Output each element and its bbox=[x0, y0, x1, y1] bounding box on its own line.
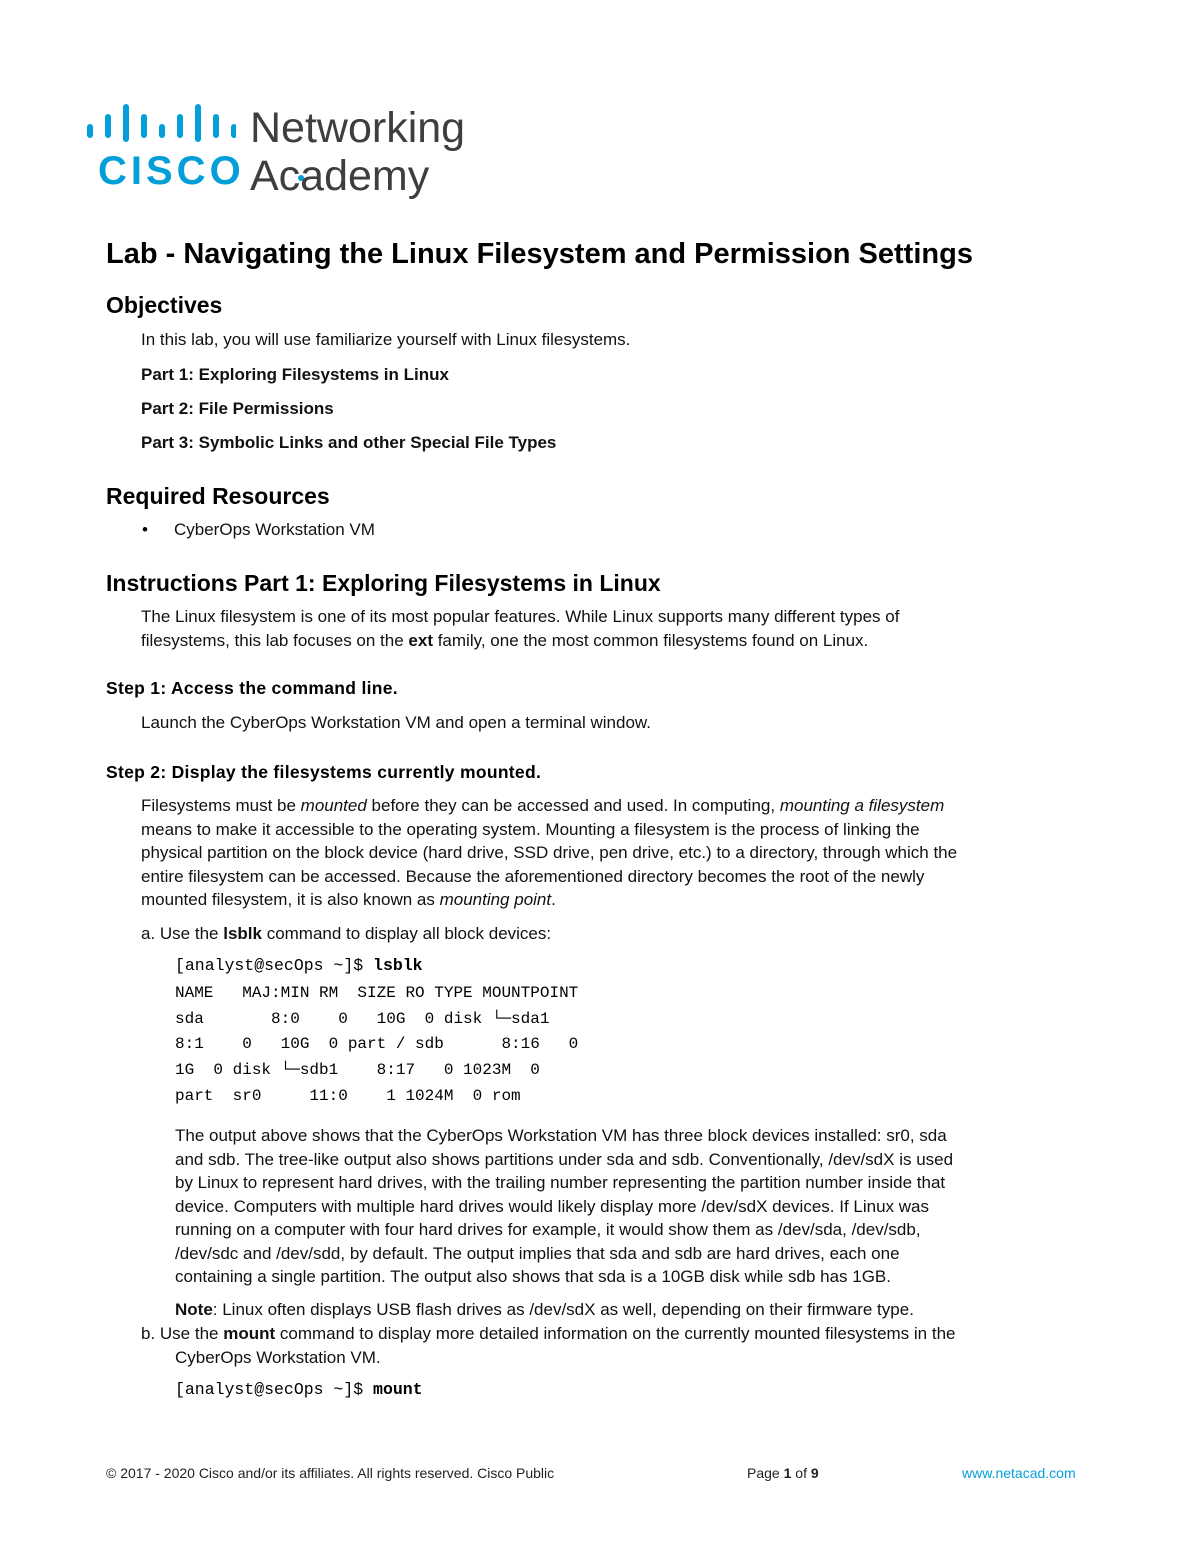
lsblk-output-line: NAME MAJ:MIN RM SIZE RO TYPE MOUNTPOINT bbox=[175, 984, 579, 1002]
step2-paragraph bbox=[141, 794, 957, 912]
text: filesystems, this lab focuses on the bbox=[141, 630, 409, 650]
step2-instruction-a bbox=[141, 922, 551, 946]
text: mounted filesystem, it is also known as bbox=[141, 890, 440, 909]
page-total: 9 bbox=[810, 1465, 819, 1481]
step2-instruction-b bbox=[141, 1322, 956, 1369]
mount-command-line bbox=[175, 1380, 423, 1399]
part1-intro-line1: The Linux filesystem is one of its most popular features. While Linux supports many different types of bbox=[141, 607, 900, 626]
ext-keyword: ext bbox=[408, 630, 433, 650]
cisco-networking-academy-logo bbox=[86, 103, 486, 200]
lsblk-output-line: part sr0 11:0 1 1024M 0 rom bbox=[175, 1087, 521, 1105]
mount-command: mount bbox=[373, 1380, 423, 1399]
para-line: physical partition on the block device (hard drive, SSD drive, pen drive, etc.) to a directory, through which the bbox=[141, 843, 958, 862]
lsblk-command: lsblk bbox=[373, 956, 423, 975]
para-line bbox=[141, 1322, 956, 1346]
lsblk-explanation bbox=[175, 1124, 953, 1289]
para-line: means to make it accessible to the operating system. Mounting a filesystem is the process of linking the bbox=[141, 819, 920, 839]
text: Filesystems must be bbox=[141, 796, 301, 815]
para-line: device. Computers with multiple hard drives would likely display more /dev/sdX devices. If Linux was bbox=[175, 1196, 929, 1216]
step1-heading: Step 1: Access the command line. bbox=[106, 678, 398, 698]
part1-heading: Instructions Part 1: Exploring Filesystems in Linux bbox=[106, 570, 661, 596]
cisco-bars-icon bbox=[86, 103, 236, 143]
footer-website-link[interactable]: www.netacad.com bbox=[962, 1465, 1076, 1481]
mount-keyword: mount bbox=[223, 1324, 276, 1343]
logo-networking: Networking bbox=[250, 104, 466, 152]
part1-intro-line2 bbox=[141, 629, 899, 653]
para-line: by Linux to represent hard drives, with the trailing number representing the partition number inside that bbox=[175, 1173, 946, 1192]
step1-text: Launch the CyberOps Workstation VM and open a terminal window. bbox=[141, 713, 651, 732]
objective-part-2: Part 2: File Permissions bbox=[141, 399, 334, 418]
resources-heading: Required Resources bbox=[106, 483, 330, 509]
page-title: Lab - Navigating the Linux Filesystem and Permission Settings bbox=[106, 238, 973, 270]
lsblk-output-line: 1G 0 disk └─sdb1 8:17 0 1023M 0 bbox=[175, 1061, 540, 1079]
resource-item: CyberOps Workstation VM bbox=[174, 520, 375, 539]
cisco-wordmark: CISCO bbox=[98, 149, 245, 193]
para-line: and sdb. The tree-like output also shows partitions under sda and sdb. Conventionally, /dev/sdX is used bbox=[175, 1149, 954, 1169]
text: command to display all block devices: bbox=[261, 924, 552, 943]
italic-text: mounted bbox=[300, 796, 367, 815]
lsblk-output-line: 8:1 0 10G 0 part / sdb 8:16 0 bbox=[175, 1035, 579, 1053]
page-current: 1 bbox=[783, 1465, 792, 1481]
italic-text: mounting a filesystem bbox=[779, 796, 945, 815]
text: b. Use the bbox=[141, 1324, 224, 1343]
text: before they can be accessed and used. In computing, bbox=[366, 796, 780, 815]
bullet-icon: • bbox=[142, 520, 148, 539]
objectives-intro: In this lab, you will use familiarize yourself with Linux filesystems. bbox=[141, 330, 631, 349]
shell-prompt: [analyst@secOps ~]$ bbox=[175, 956, 374, 975]
text: Page bbox=[747, 1465, 784, 1481]
lsblk-output-line: sda 8:0 0 10G 0 disk └─sda1 bbox=[175, 1010, 550, 1028]
text: a. Use the bbox=[141, 924, 224, 943]
shell-prompt: [analyst@secOps ~]$ bbox=[175, 1380, 374, 1399]
para-line: entire filesystem can be accessed. Because the aforementioned directory becomes the root of the newly bbox=[141, 866, 925, 886]
footer-copyright: © 2017 - 2020 Cisco and/or its affiliates. All rights reserved. Cisco Public bbox=[106, 1465, 555, 1481]
note bbox=[175, 1298, 914, 1322]
step2-heading: Step 2: Display the filesystems currently mounted. bbox=[106, 762, 542, 782]
para-line: CyberOps Workstation VM. bbox=[175, 1347, 381, 1367]
objective-part-1: Part 1: Exploring Filesystems in Linux bbox=[141, 365, 449, 384]
footer-page-number bbox=[747, 1465, 819, 1481]
text: . bbox=[551, 890, 556, 909]
text: of bbox=[791, 1465, 811, 1481]
para-line: The output above shows that the CyberOps Workstation VM has three block devices installed: sr0, sda bbox=[175, 1126, 947, 1145]
objective-part-3: Part 3: Symbolic Links and other Special File Types bbox=[141, 433, 557, 452]
objectives-heading: Objectives bbox=[106, 292, 223, 318]
logo-academy: Academy bbox=[250, 152, 430, 200]
text: family, one the most common filesystems found on Linux. bbox=[432, 630, 869, 650]
note-text: : Linux often displays USB flash drives as /dev/sdX as well, depending on their firmware type. bbox=[212, 1300, 914, 1319]
note-label: Note bbox=[175, 1300, 213, 1319]
para-line bbox=[141, 794, 957, 818]
lsblk-command-line bbox=[175, 956, 423, 975]
part1-intro bbox=[141, 605, 899, 652]
lsblk-keyword: lsblk bbox=[223, 924, 262, 943]
italic-text: mounting point bbox=[439, 890, 552, 909]
text: command to display more detailed information on the currently mounted filesystems in the bbox=[275, 1324, 956, 1343]
para-line bbox=[141, 888, 957, 912]
para-line: containing a single partition. The output also shows that sda is a 10GB disk while sdb has 1GB. bbox=[175, 1267, 891, 1286]
para-line: running on a computer with four hard drives for example, it would show them as /dev/sda, /dev/sdb, bbox=[175, 1220, 921, 1239]
para-line: /dev/sdc and /dev/sdd, by default. The output implies that sda and sdb are hard drives, each one bbox=[175, 1243, 900, 1263]
